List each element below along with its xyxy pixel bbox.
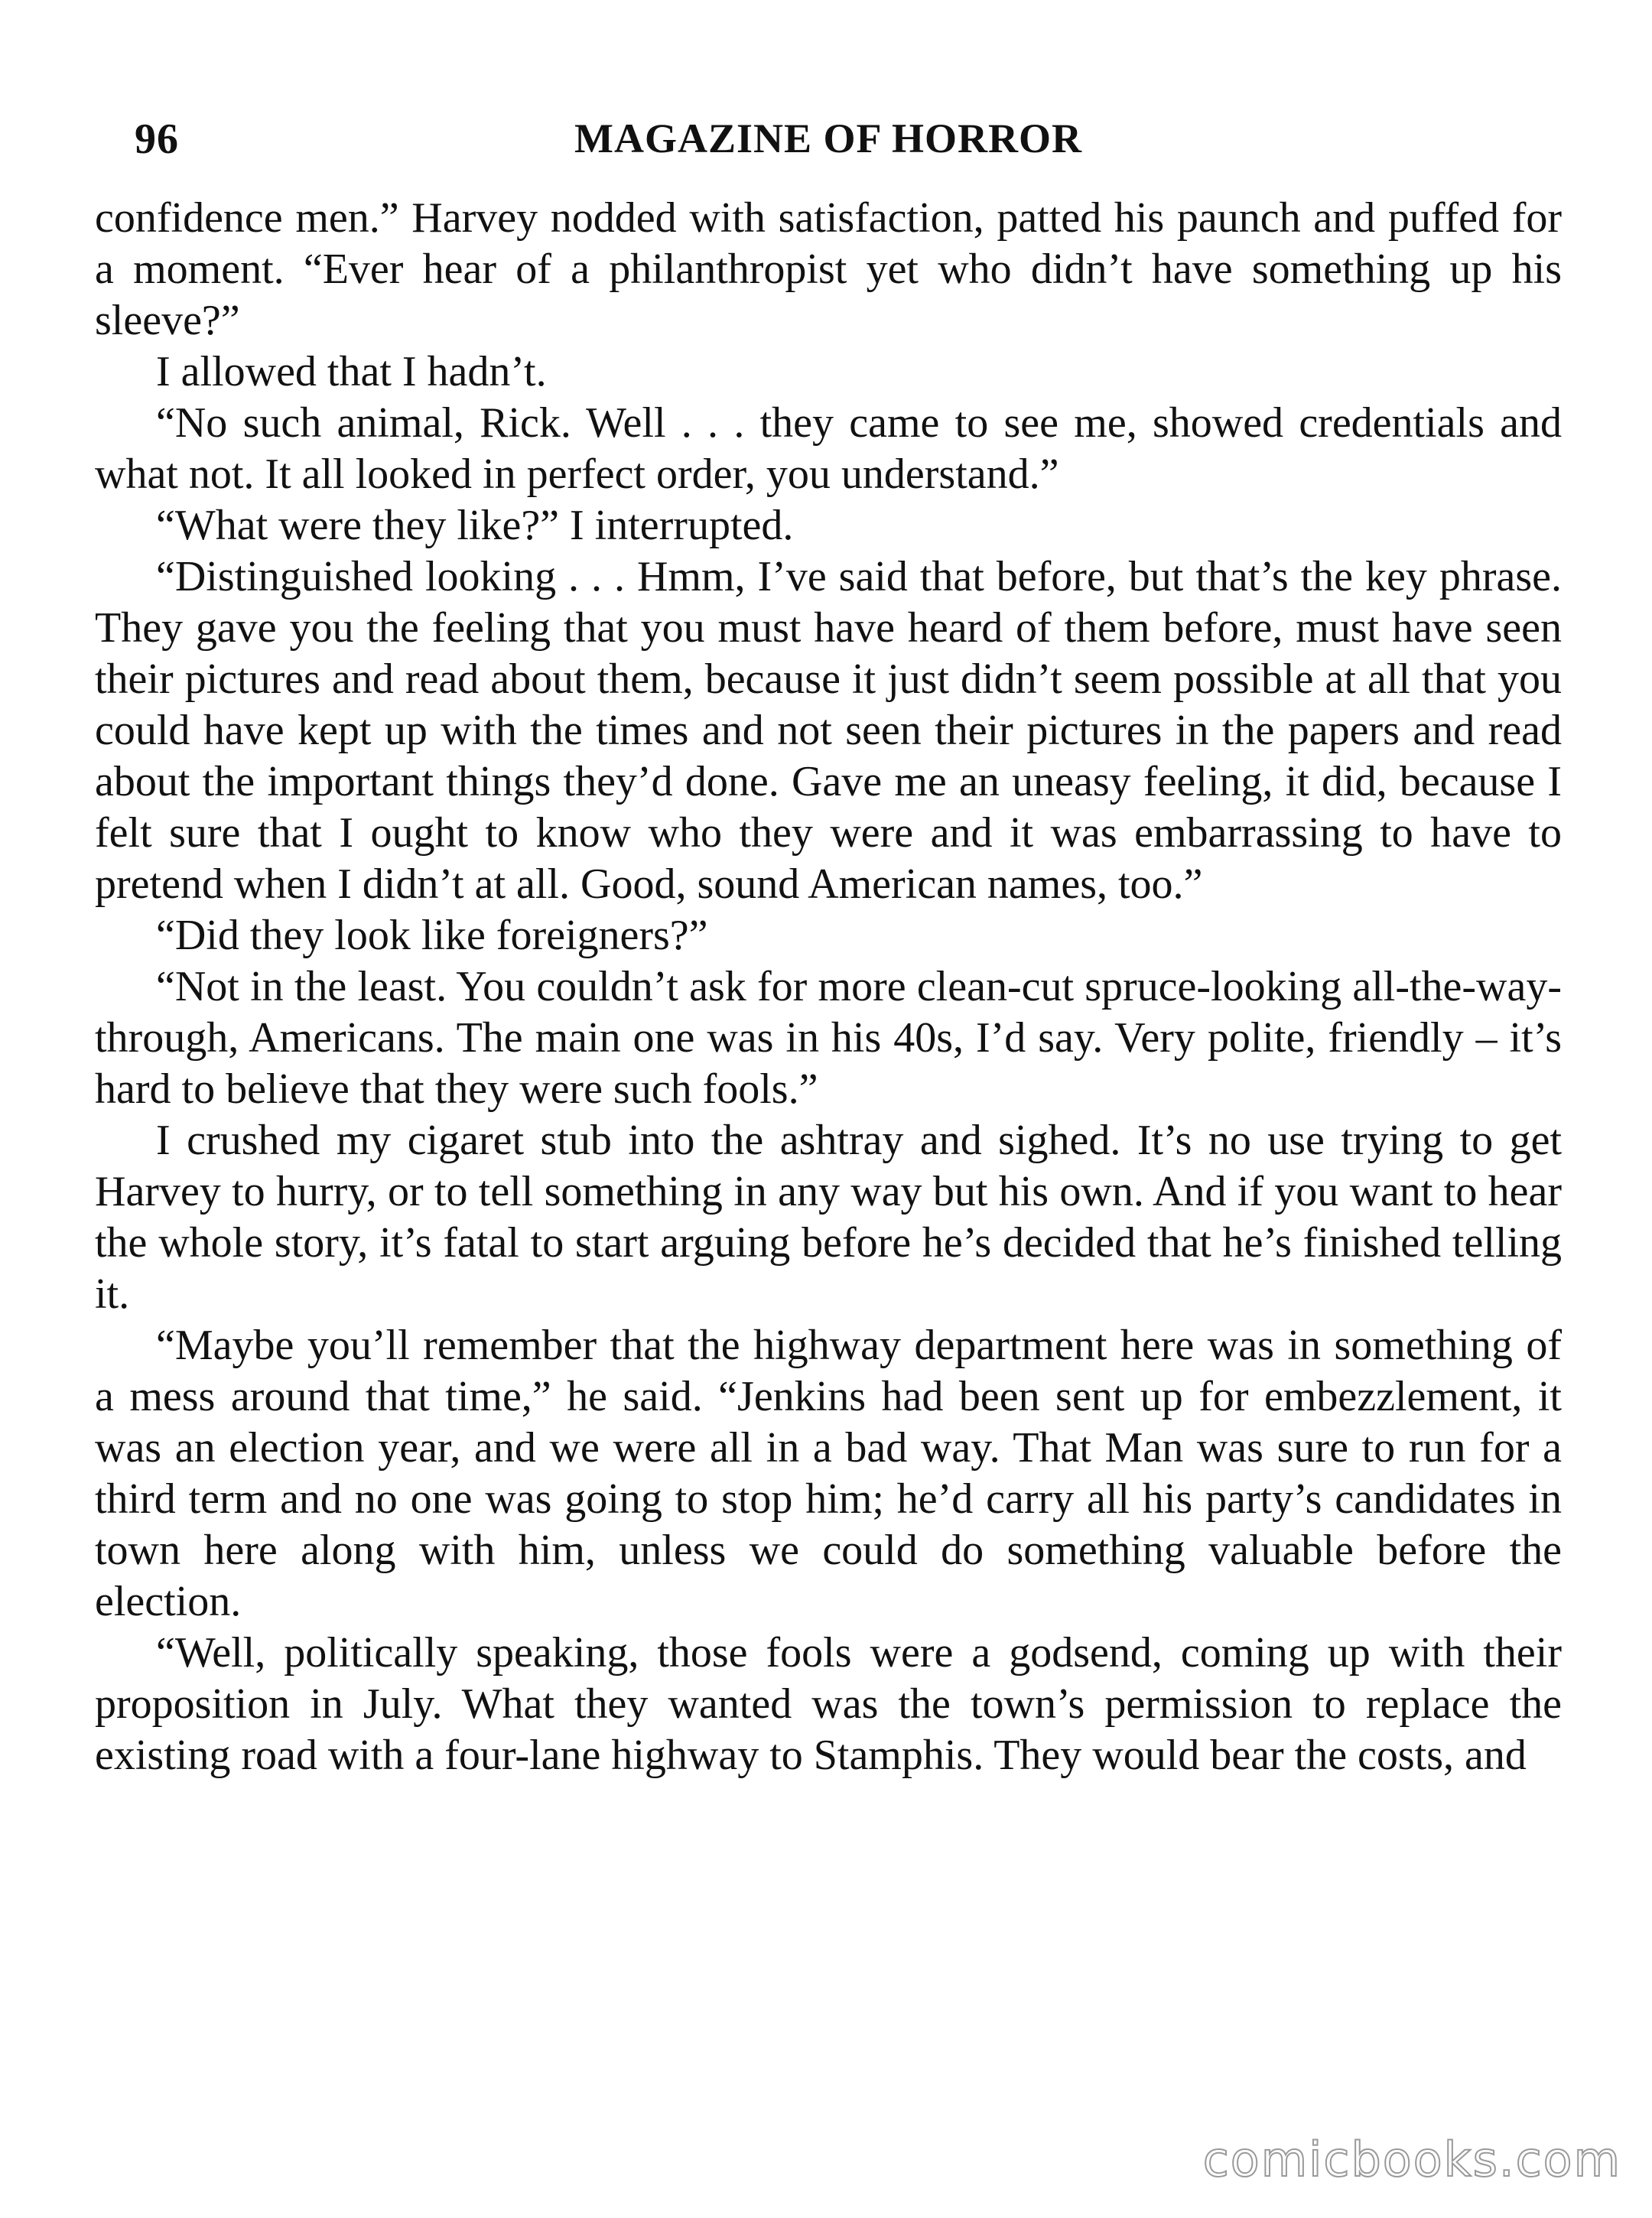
paragraph: “Not in the least. You couldn’t ask for more clean-cut spruce-looking all-the-way-through, Americans. The main one was in his 40s, I’d say. Very polite, friendly – it’s hard to believe that they were such fools.” — [95, 963, 1562, 1113]
paragraph: “No such animal, Rick. Well . . . they came to see me, showed credentials and what not. It all looked in perfect order, you understand.” — [95, 399, 1562, 498]
paragraph: “Maybe you’ll remember that the highway department here was in something of a mess around that time,” he said. “Jenkins had been sent up for embezzlement, it was an election year, and we were all in a bad way. That Man was sure to run for a third term and no one was going to stop him; he’d carry all his party’s candidates in town here along with him, unless we could do something valuable before the election. — [95, 1322, 1562, 1625]
paragraph-continuation: confidence men.” Harvey nodded with satisfaction, patted his paunch and puffed for a moment. “Ever hear of a philanthropist yet who didn’t have something up his sleeve?” — [95, 194, 1562, 344]
paragraph: “Distinguished looking . . . Hmm, I’ve said that before, but that’s the key phrase. They gave you the feeling that you must have heard of them before, must have seen their pictures and read about them, because it just didn’t seem possible at all that you could have kept up with the times and not seen their pictures in the papers and read about the important things they’d done. Gave me an uneasy feeling, it did, because I felt sure that I ought to know who they were and it was embarrassing to have to pretend when I didn’t at all. Good, sound American names, too.” — [95, 553, 1562, 908]
story-text — [95, 193, 1562, 1781]
site-watermark: comicbooks.com — [1202, 2132, 1621, 2187]
page-number: 96 — [135, 115, 179, 163]
paragraph: I crushed my cigaret stub into the ashtray and sighed. It’s no use trying to get Harvey to hurry, or to tell something in any way but his own. And if you want to hear the whole story, it’s fatal to start arguing before he’s decided that he’s finished telling it. — [95, 1117, 1562, 1318]
paragraph: “Well, politically speaking, those fools were a godsend, coming up with their proposition in July. What they wanted was the town’s permission to replace the existing road with a four-lane highway to Stamphis. They would bear the costs, and — [95, 1629, 1562, 1779]
page-header — [95, 115, 1562, 184]
paragraph: I allowed that I hadn’t. — [156, 348, 547, 395]
running-title: MAGAZINE OF HORROR — [574, 115, 1082, 161]
paragraph: “What were they like?” I interrupted. — [156, 502, 794, 549]
paragraph: “Did they look like foreigners?” — [156, 912, 708, 959]
